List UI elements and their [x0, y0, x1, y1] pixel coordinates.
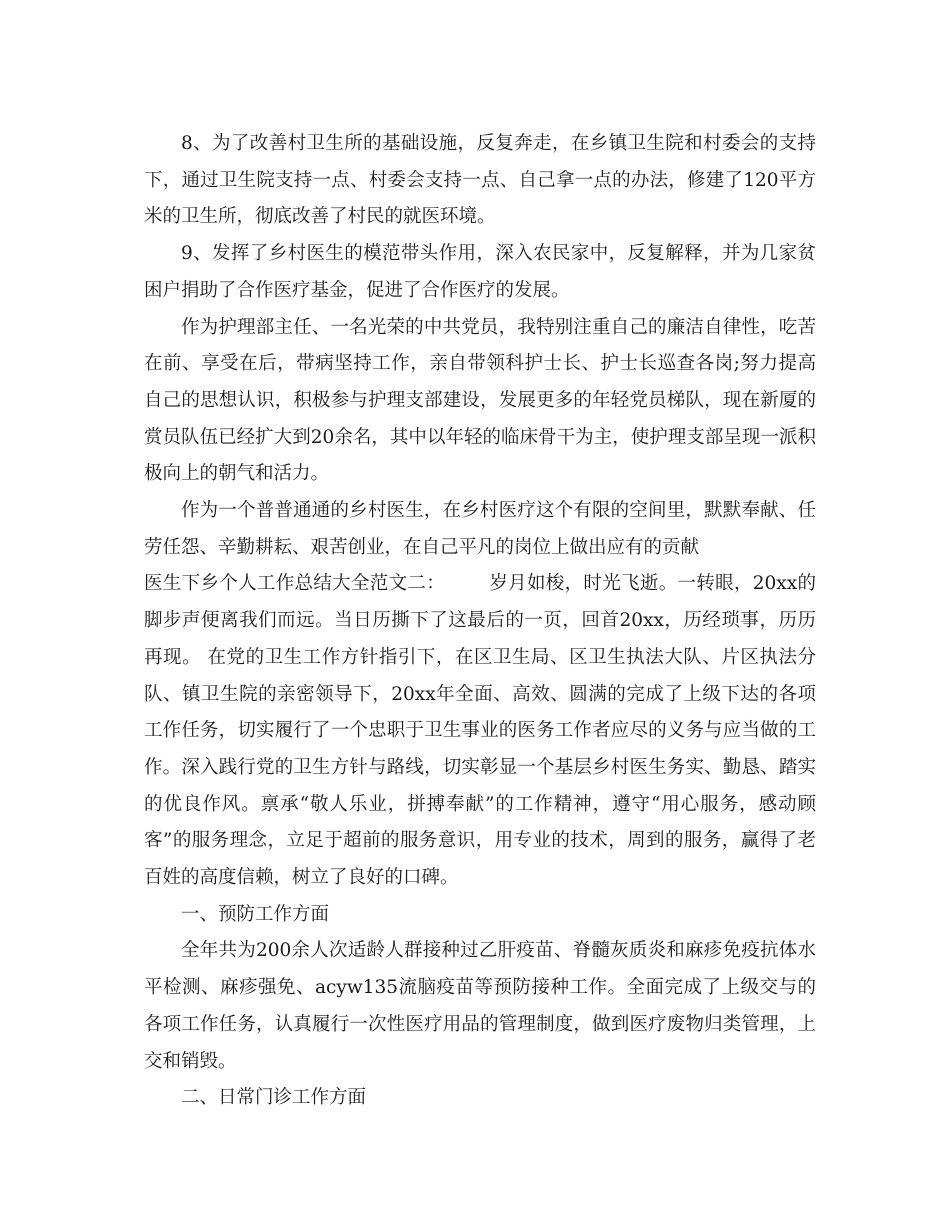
heading-prevention: 一、预防工作方面: [181, 903, 330, 925]
section2-opening: 岁月如梭，时光飞逝。一转眼，20xx的脚步声便离我们而远。当日历撕下了这最后的一页，回首20xx，历经琐事，历历再现。: [144, 573, 816, 668]
section2-body: 在党的卫生工作方针指引下，在区卫生局、区卫生执法大队、片区执法分队、镇卫生院的亲密领导下，20xx年全面、高效、圆满的完成了上级下达的各项工作任务，切实履行了一个忠职于卫生事业的医务工作者应尽的义务与应当做的工作。深入践行党的卫生方针与路线，切实彰显一个基层乡村医生务实、勤恳、踏实的优良作风。禀承“敬人乐业，拼搏奉献”的工作精神，遵守“用心服务，感动顾客”的服务理念，立足于超前的服务意识，用专业的技术，周到的服务，赢得了老百姓的高度信赖，树立了良好的口碑。: [144, 646, 816, 889]
paragraph-item-9: 9、发挥了乡村医生的模范带头作用，深入农民家中，反复解释，并为几家贫困户捐助了合作医疗基金，促进了合作医疗的发展。: [144, 243, 816, 301]
paragraph-item-8: 8、为了改善村卫生所的基础设施，反复奔走，在乡镇卫生院和村委会的支持下，通过卫生院支持一点、村委会支持一点、自己拿一点的办法，修建了120平方米的卫生所，彻底改善了村民的就医环境。: [144, 133, 816, 228]
paragraph-village-doctor: 作为一个普普通通的乡村医生，在乡村医疗这个有限的空间里，默默奉献、任劳任怨、辛勤耕耘、艰苦创业，在自己平凡的岗位上做出应有的贡献: [144, 500, 816, 558]
heading-outpatient: 二、日常门诊工作方面: [181, 1087, 367, 1109]
paragraph-nursing-director: 作为护理部主任、一名光荣的中共党员，我特别注重自己的廉洁自律性，吃苦在前、享受在后，带病坚持工作，亲自带领科护士长、护士长巡查各岗;努力提高自己的思想认识，积极参与护理支部建设，发展更多的年轻党员梯队，现在新厦的赏员队伍已经扩大到20余名，其中以年轻的临床骨干为主，使护理支部呈现一派积极向上的朝气和活力。: [144, 316, 816, 485]
section2-title: 医生下乡个人工作总结大全范文二：: [144, 573, 446, 595]
section2-paragraph: [144, 566, 816, 896]
document-body: [144, 126, 816, 1117]
paragraph-prevention: 全年共为200余人次适龄人群接种过乙肝疫苗、脊髓灰质炎和麻疹免疫抗体水平检测、麻疹强免、acyw135流脑疫苗等预防接种工作。全面完成了上级交与的各项工作任务，认真履行一次性医疗用品的管理制度，做到医疗废物归类管理，上交和销毁。: [144, 940, 816, 1072]
